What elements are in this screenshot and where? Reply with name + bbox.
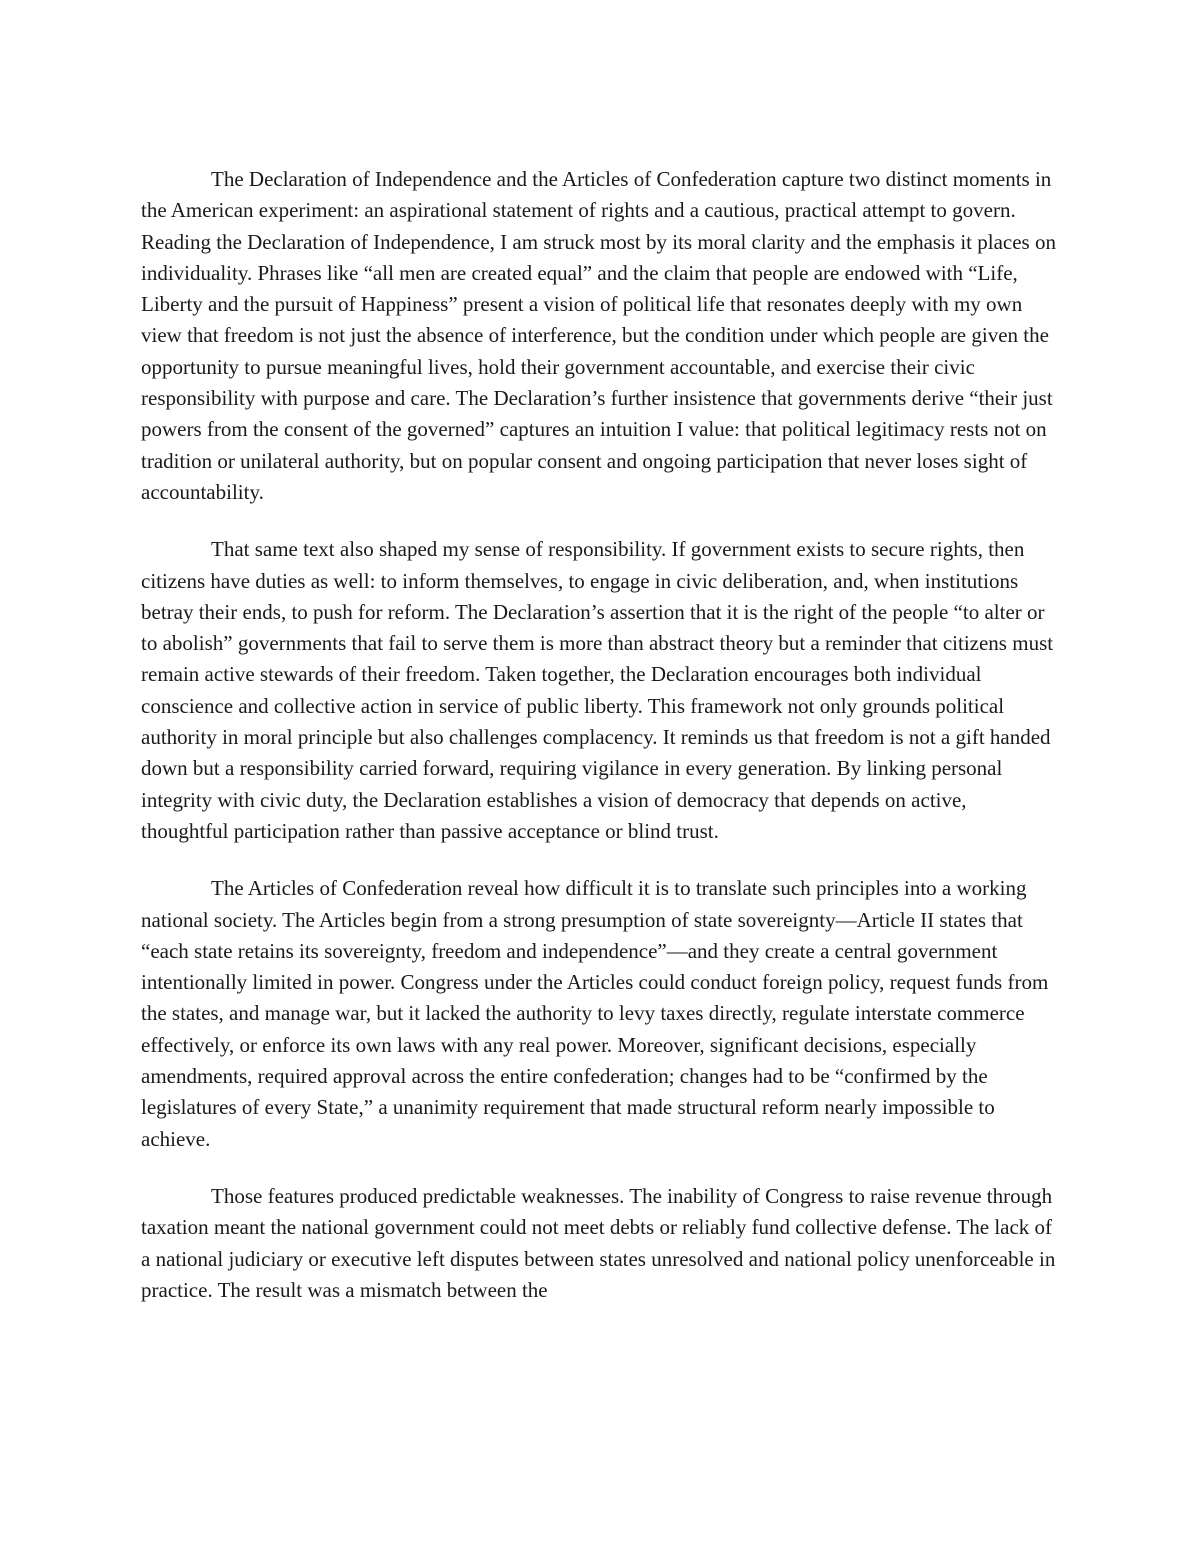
paragraph-1: The Declaration of Independence and the Articles of Confederation capture two distinct moments in the American experiment: an aspirational statement of rights and a cautious, practical attempt to govern. Reading the Declaration of Independence, I am struck most by its moral clarity and the emphasis it places on individuality. Phrases like “all men are created equal” and the claim that people are endowed with “Life, Liberty and the pursuit of Happiness” present a vision of political life that resonates deeply with my own view that freedom is not just the absence of interference, but the condition under which people are given the opportunity to pursue meaningful lives, hold their government accountable, and exercise their civic responsibility with purpose and care. The Declaration’s further insistence that governments derive “their just powers from the consent of the governed” captures an intuition I value: that political legitimacy rests not on tradition or unilateral authority, but on popular consent and ongoing participation that never loses sight of accountability.: [141, 167, 1056, 504]
paragraph-4: Those features produced predictable weaknesses. The inability of Congress to raise revenue through taxation meant the national government could not meet debts or reliably fund collective defense. The lack of a national judiciary or executive left disputes between states unresolved and national policy unenforceable in practice. The result was a mismatch between the: [141, 1183, 1056, 1302]
paragraph-2: That same text also shaped my sense of responsibility. If government exists to secure rights, then citizens have duties as well: to inform themselves, to engage in civic deliberation, and, when institutions betray their ends, to push for reform. The Declaration’s assertion that it is the right of the people “to alter or to abolish” governments that fail to serve them is more than abstract theory but a reminder that citizens must remain active stewards of their freedom. Taken together, the Declaration encourages both individual conscience and collective action in service of public liberty. This framework not only grounds political authority in moral principle but also challenges complacency. It reminds us that freedom is not a gift handed down but a responsibility carried forward, requiring vigilance in every generation. By linking personal integrity with civic duty, the Declaration establishes a vision of democracy that depends on active, thoughtful participation rather than passive acceptance or blind trust.: [141, 537, 1054, 843]
essay-body: [141, 164, 1059, 1306]
paragraph-3: The Articles of Confederation reveal how difficult it is to translate such principles into a working national society. The Articles begin from a strong presumption of state sovereignty—Article II states that “each state retains its sovereignty, freedom and independence”—and they create a central government intentionally limited in power. Congress under the Articles could conduct foreign policy, request funds from the states, and manage war, but it lacked the authority to levy taxes directly, regulate interstate commerce effectively, or enforce its own laws with any real power. Moreover, significant decisions, especially amendments, required approval across the entire confederation; changes had to be “confirmed by the legislatures of every State,” a unanimity requirement that made structural reform nearly impossible to achieve.: [141, 876, 1049, 1151]
